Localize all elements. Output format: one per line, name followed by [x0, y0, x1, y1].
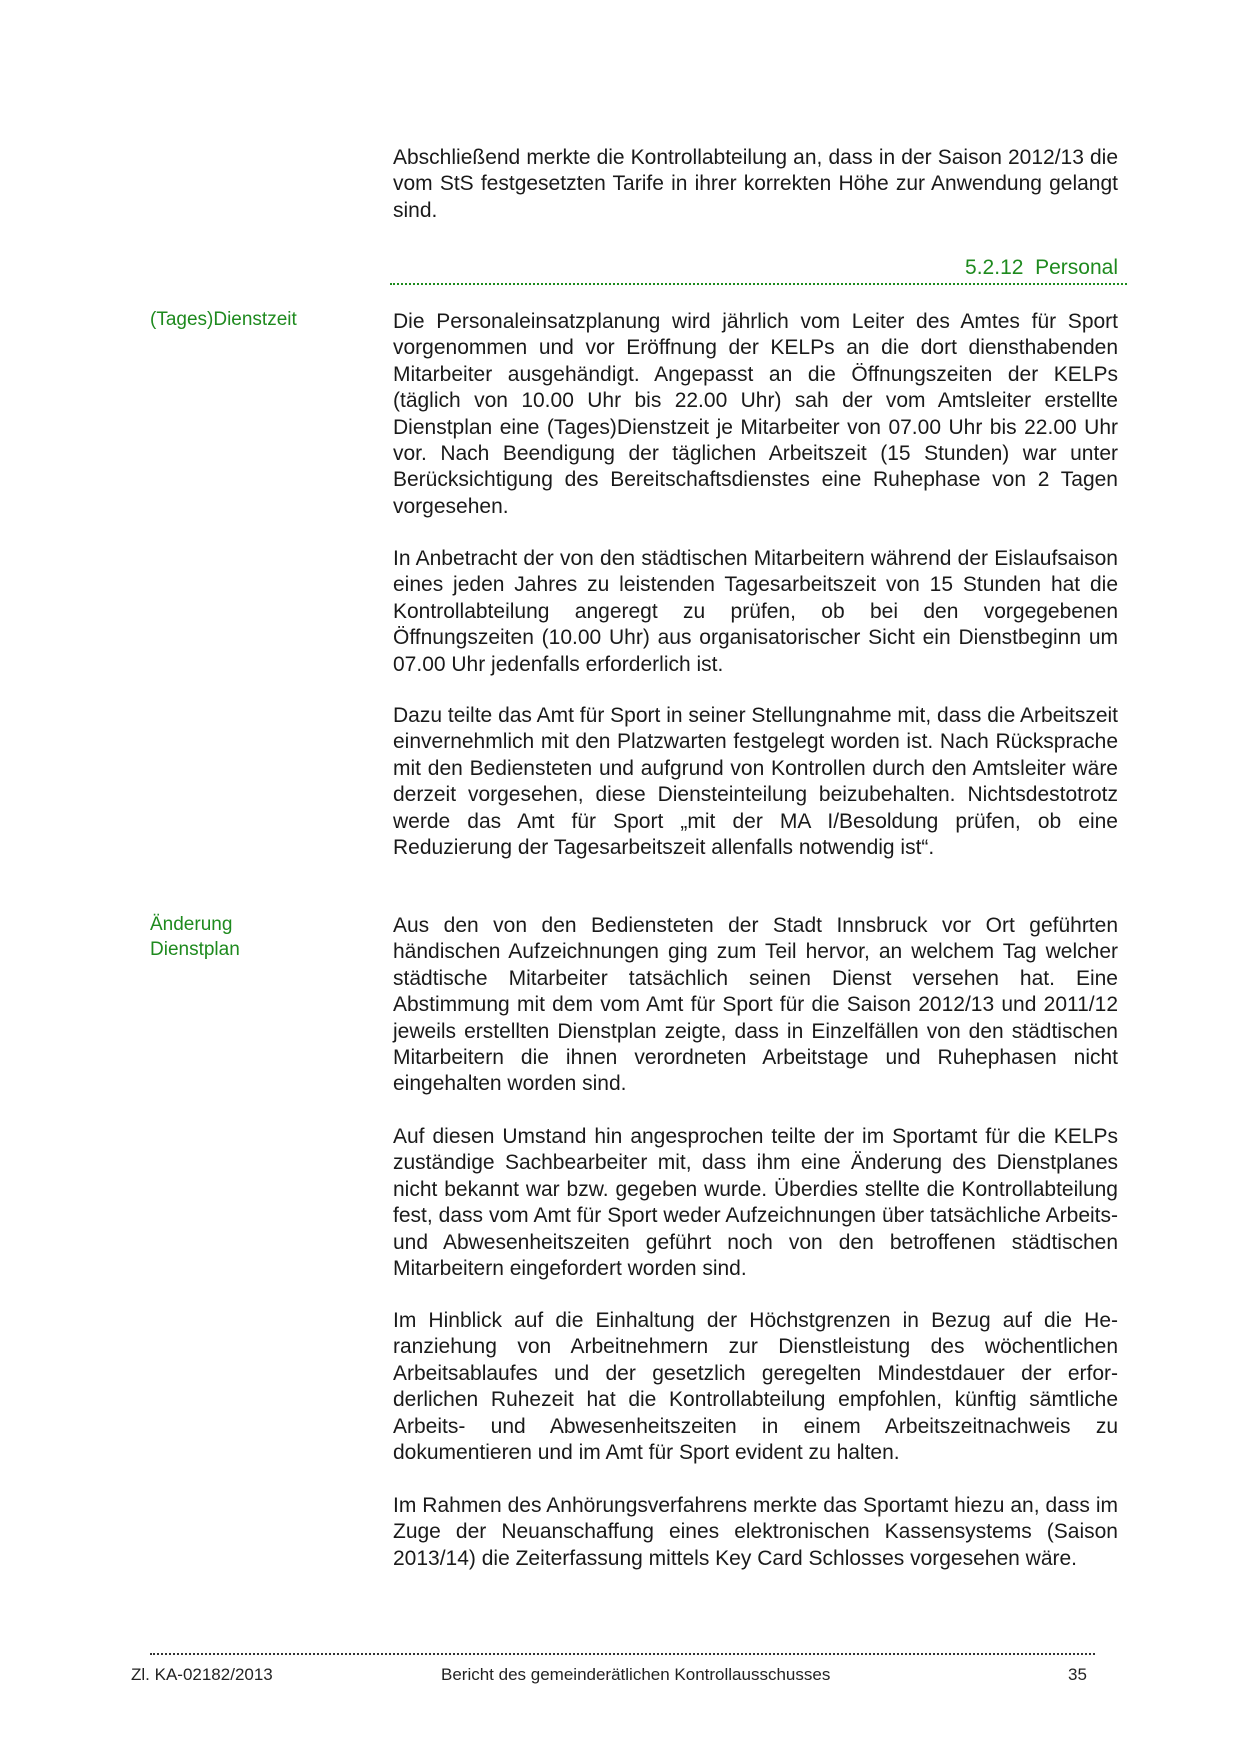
paragraph-2: In Anbetracht der von den städtischen Mitarbeitern während der Eislaufsaison eines jeden Jahres zu leistenden Tagesarbeitszeit von 15 Stunden hat die Kontrollabteilung angeregt zu prüfen, ob bei den vorgegebenen Öffnungszeiten (10.00 Uhr) aus organisatorischer Sicht ein Dienstbeginn um 07.00 Uhr jedenfalls erforderlich ist.	[393, 547, 1118, 676]
margin-note-tages-dienstzeit: (Tages)Dienstzeit	[150, 309, 297, 330]
paragraph-4: Aus den von den Bediensteten der Stadt Innsbruck vor Ort geführten händischen Aufzeichnungen ging zum Teil hervor, an welchem Tag welcher städtische Mitarbeiter tatsächlich seinen Dienst versehen hat. Eine Abstimmung mit dem vom Amt für Sport für die Saison 2012/13 und 2011/12 jeweils erstellten Dienstplan zeigte, dass in Einzelfällen von den städtischen Mitarbeitern die ihnen verordneten Arbeitstage und Ruhephasen nicht eingehalten worden sind.	[393, 914, 1118, 1096]
footer-page-number: 35	[1068, 1665, 1087, 1684]
intro-paragraph: Abschließend merkte die Kontrollabteilung an, dass in der Saison 2012/13 die vom StS festgesetzten Tarife in ihrer korrekten Höhe zur Anwendung gelangt sind.	[393, 146, 1118, 222]
heading-divider	[390, 283, 1127, 285]
footer-divider	[150, 1653, 1095, 1655]
section-heading	[393, 255, 1118, 281]
section-title: Personal	[1035, 256, 1118, 279]
paragraph-5: Auf diesen Umstand hin angesprochen teilte der im Sportamt für die KELPs zuständige Sachbearbeiter mit, dass ihm eine Änderung des Dienstplanes nicht bekannt war bzw. gegeben wurde. Überdies stellte die Kontrollabteilung fest, dass vom Amt für Sport weder Aufzeichnungen über tatsächliche Arbeits- und Abwesenheitszeiten geführt noch von den betroffenen städtischen Mitarbeitern eingefordert worden sind.	[393, 1125, 1118, 1281]
footer-reference: Zl. KA-02182/2013	[131, 1665, 273, 1684]
margin-note-aenderung-dienstplan: Änderung Dienstplan	[150, 914, 240, 960]
paragraph-3: Dazu teilte das Amt für Sport in seiner Stellungnahme mit, dass die Arbeitszeit einvernehmlich mit den Platzwarten festgelegt worden ist. Nach Rücksprache mit den Bediensteten und aufgrund von Kontrollen durch den Amtsleiter wäre derzeit vorgesehen, diese Diensteinteilung beizubehalten. Nichtsdestotrotz werde das Amt für Sport „mit der MA I/Besoldung prüfen, ob eine Reduzierung der Tagesarbeitszeit allenfalls notwendig ist“.	[393, 704, 1118, 860]
footer-report-title: Bericht des gemeinderätlichen Kontrollausschusses	[441, 1665, 831, 1684]
paragraph-1: Die Personaleinsatzplanung wird jährlich vom Leiter des Amtes für Sport vorgenommen und vor Eröffnung der KELPs an die dort diensthabenden Mitarbeiter ausgehändigt. Angepasst an die Öffnungszeiten der KELPs (täglich von 10.00 Uhr bis 22.00 Uhr) sah der vom Amtsleiter erstellte Dienstplan eine (Tages)Dienstzeit je Mitarbeiter von 07.00 Uhr bis 22.00 Uhr vor. Nach Beendigung der täglichen Arbeitszeit (15 Stunden) war unter Berücksichtigung des Bereitschaftsdienstes eine Ruhephase von 2 Tagen vorgesehen.	[393, 310, 1118, 518]
section-number: 5.2.12	[965, 256, 1024, 279]
paragraph-6: Im Hinblick auf die Einhaltung der Höchstgrenzen in Bezug auf die Heranziehung von Arbeitnehmern zur Dienstleistung des wöchentlichen Arbeitsablaufes und der gesetzlich geregelten Mindestdauer der erforderlichen Ruhezeit hat die Kontrollabteilung empfohlen, künftig sämtliche Arbeits- und Abwesenheitszeiten in einem Arbeitszeitnachweis zu dokumentieren und im Amt für Sport evident zu halten.	[393, 1309, 1118, 1465]
paragraph-7: Im Rahmen des Anhörungsverfahrens merkte das Sportamt hiezu an, dass im Zuge der Neuanschaffung eines elektronischen Kassensystems (Saison 2013/14) die Zeiterfassung mittels Key Card Schlosses vorgesehen wäre.	[393, 1494, 1118, 1570]
